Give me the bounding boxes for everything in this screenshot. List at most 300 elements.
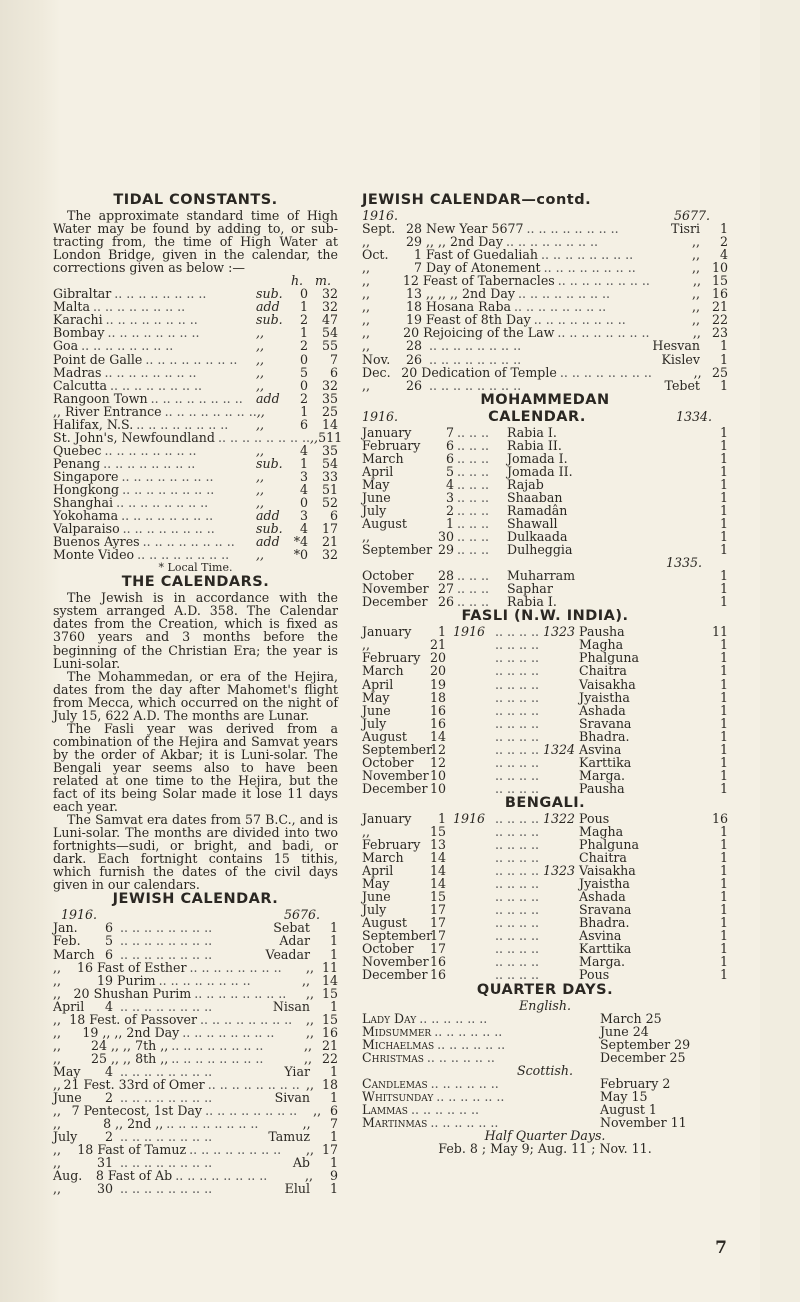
fasli-row	[362, 678, 728, 691]
jewish-event: Fast of Guedaliah	[426, 247, 539, 263]
fasli-year-local	[539, 638, 579, 651]
tidal-m: 7	[329, 351, 338, 367]
jewish-month: ,,	[362, 234, 371, 250]
jewish-row	[362, 366, 728, 379]
fasli-local-month: Pausha	[579, 624, 625, 640]
moh-day: 7	[445, 424, 454, 440]
moh-month: January	[362, 424, 412, 440]
jewish-hebrew-month: Adar	[279, 933, 310, 949]
tidal-place: Karachi	[53, 312, 103, 328]
tidal-row	[53, 444, 338, 457]
jewish-day: 2	[104, 1090, 113, 1106]
jewish-hebrew-month: ,,	[691, 299, 700, 315]
moh-month: ,,	[362, 529, 371, 545]
quarter-name: Michaelmas	[362, 1036, 435, 1052]
mohammedan-row	[362, 478, 728, 491]
fasli-month: ,,	[362, 637, 371, 653]
bengali-day: 14	[429, 850, 446, 866]
leader-dots: .. .. .. .. .. .. .. ..	[207, 1077, 300, 1092]
quarter-date: May 15	[600, 1088, 648, 1104]
mohammedan-year-right: 1334.	[675, 408, 712, 424]
leader-dots: .. .. .. .. .. .. .. ..	[171, 1050, 264, 1066]
jewish-day: 18	[77, 1142, 94, 1158]
tidal-h: 1	[299, 325, 308, 341]
fasli-day: 12	[429, 741, 446, 757]
tidal-op: sub.	[256, 312, 283, 328]
jewish-hebrew-day: 15	[321, 1011, 338, 1027]
leader-dots: .. .. .. .. .. .. .. ..	[533, 312, 626, 328]
fasli-year-local	[539, 651, 579, 664]
fasli-year-local	[539, 769, 579, 782]
jewish-day: 20	[73, 985, 90, 1001]
mohammedan-row	[362, 452, 728, 465]
calendars-p3	[53, 722, 338, 813]
tidal-h: 0	[299, 351, 308, 367]
jewish-hebrew-day: 1	[719, 351, 728, 367]
tidal-row	[53, 548, 338, 561]
tidal-op: ,,	[256, 351, 265, 367]
bengali-year-1916	[446, 968, 492, 981]
leader-dots: .. .. .. ..	[495, 967, 540, 983]
bengali-local-day: 16	[711, 810, 728, 826]
jewish-row	[53, 987, 338, 1000]
jewish-hebrew-month: Kislev	[661, 351, 700, 367]
jewish-hebrew-month: Yiar	[284, 1063, 310, 1079]
tidal-h: *0	[293, 547, 308, 563]
tidal-m: 51	[321, 481, 338, 497]
jewish-hebrew-month: Sebat	[273, 920, 310, 936]
jewish-hebrew-month: ,,	[305, 1142, 314, 1158]
jewish-hebrew-day: 1	[719, 221, 728, 237]
fasli-day: 20	[429, 663, 446, 679]
bengali-day: 15	[429, 889, 446, 905]
fasli-local-month: Karttika	[579, 754, 632, 770]
jewish-day: 7	[413, 260, 422, 276]
tidal-place: Halifax, N.S.	[53, 416, 134, 432]
jewish-hebrew-month: ,,	[305, 1024, 314, 1040]
bengali-year-1916	[446, 890, 492, 903]
jewish-day: 24	[91, 1037, 108, 1053]
leader-dots: .. .. .. .. .. .. .. ..	[557, 325, 650, 341]
leader-dots: .. .. .. .. .. .. .. ..	[137, 547, 230, 563]
jewish-day: 26	[405, 351, 422, 367]
bengali-local-month: Phalguna	[579, 837, 639, 853]
tidal-place: Rangoon Town	[53, 390, 148, 406]
bengali-year-1916	[446, 916, 492, 929]
tidal-op: ,,	[256, 495, 265, 511]
tidal-m: 52	[321, 495, 338, 511]
jewish-month: June	[53, 1090, 82, 1106]
jewish-month: ,,	[53, 1024, 62, 1040]
moh-day: 2	[445, 502, 454, 518]
jewish-title: JEWISH CALENDAR.	[112, 891, 279, 908]
leader-dots: .. .. .. ..	[495, 954, 540, 970]
tidal-m: 35	[321, 390, 338, 406]
jewish-year-right-2: 5677.	[673, 208, 710, 223]
quarter-date: August 1	[600, 1101, 657, 1117]
jewish-day: 7	[71, 1103, 80, 1119]
jewish-hebrew-month: ,,	[305, 1168, 314, 1184]
bengali-day: 17	[429, 928, 446, 944]
jewish-event: ,, ,, 2nd Day	[426, 234, 503, 250]
jewish-event: Feast of 8th Day	[426, 312, 531, 328]
leader-dots: .. .. ..	[457, 437, 490, 453]
leader-dots: .. .. .. .. .. .. .. ..	[121, 508, 214, 524]
fasli-row	[362, 651, 728, 664]
jewish-hebrew-month: ,,	[693, 364, 702, 380]
jewish-day: 18	[69, 1011, 86, 1027]
leader-dots: .. .. .. ..	[495, 915, 540, 931]
moh-hijri-month: Jomada I.	[507, 450, 568, 466]
tidal-h: 0	[299, 495, 308, 511]
leader-dots: .. .. .. .. .. .. .. ..	[120, 933, 213, 949]
leader-dots: .. .. .. .. .. .. .. ..	[514, 299, 607, 315]
fasli-year-1916	[446, 678, 492, 691]
moh-day: 6	[445, 437, 454, 453]
jewish-day: 16	[77, 959, 94, 975]
jewish-row	[362, 379, 728, 392]
bengali-title: BENGALI.	[504, 794, 586, 811]
leader-dots: .. .. .. .. .. .. .. ..	[145, 351, 238, 367]
leader-dots: .. .. .. .. .. .. .. ..	[120, 946, 213, 962]
bengali-month: November	[362, 954, 429, 970]
jewish-hebrew-month: ,,	[691, 286, 700, 302]
fasli-year-1916	[446, 704, 492, 717]
bengali-day: 16	[429, 954, 446, 970]
leader-dots: .. .. .. .. .. .. .. ..	[120, 1155, 213, 1171]
jewish-row	[362, 339, 728, 352]
jewish-year-right: 5676.	[283, 907, 320, 923]
fasli-year-local	[539, 717, 579, 730]
moh-month: May	[362, 476, 390, 492]
jewish-day: 4	[104, 1063, 113, 1079]
tidal-m: 32	[321, 547, 338, 563]
jewish-day: 25	[91, 1050, 108, 1066]
tidal-h: 0	[299, 377, 308, 393]
jewish-day: 28	[405, 221, 422, 237]
fasli-day: 18	[429, 689, 446, 705]
jewish-title-contd: JEWISH CALENDAR—contd.	[362, 192, 592, 208]
leader-dots: .. .. .. ..	[495, 876, 540, 892]
fasli-local-day: 1	[719, 702, 728, 718]
fasli-year-1916: 1916	[452, 624, 486, 640]
jewish-row	[53, 1052, 338, 1065]
jewish-day: 26	[405, 377, 422, 393]
tidal-title: TIDAL CONSTANTS.	[113, 192, 278, 208]
quarter-row	[362, 1038, 728, 1051]
fasli-year-1916	[446, 756, 492, 769]
jewish-event: Dedication of Temple	[421, 364, 557, 380]
jewish-row	[53, 974, 338, 987]
jewish-event: Pentecost, 1st Day	[83, 1103, 203, 1119]
quarter-title: QUARTER DAYS.	[476, 981, 614, 998]
fasli-year-local	[539, 730, 579, 743]
bengali-year-local: 1322	[543, 810, 576, 826]
tidal-h: 0	[299, 286, 308, 302]
bengali-day: 14	[429, 876, 446, 892]
bengali-year-local	[539, 955, 579, 968]
quarter-name: Candlemas	[362, 1075, 428, 1091]
jewish-hebrew-month: ,,	[691, 234, 700, 250]
bengali-month: ,,	[362, 823, 371, 839]
fasli-day: 19	[429, 676, 446, 692]
leader-dots: .. .. ..	[457, 476, 490, 492]
leader-dots: .. .. .. .. .. ..	[436, 1088, 505, 1104]
moh-hijri-month: Muharram	[507, 568, 576, 584]
jewish-hebrew-month: ,,	[693, 273, 702, 289]
fasli-local-day: 11	[711, 624, 728, 640]
fasli-day: 12	[429, 754, 446, 770]
moh-month: July	[362, 502, 387, 518]
fasli-month: June	[362, 702, 391, 718]
moh-day: 26	[437, 594, 454, 610]
jewish-hebrew-day: 22	[321, 1050, 338, 1066]
tidal-op: ,,	[256, 442, 265, 458]
leader-dots: .. .. .. .. .. .. .. ..	[166, 1116, 259, 1132]
leader-dots: .. .. .. ..	[495, 715, 540, 731]
fasli-row	[362, 743, 728, 756]
fasli-month: December	[362, 780, 428, 796]
calendars-p1	[53, 591, 338, 669]
moh-month: April	[362, 463, 394, 479]
quarter-name: Whitsunday	[362, 1088, 434, 1104]
moh-day: 1	[445, 515, 454, 531]
jewish-hebrew-day: 1	[329, 1155, 338, 1171]
moh-hijri-day: 1	[719, 529, 728, 545]
quarter-english: English.	[519, 997, 571, 1013]
leader-dots: .. .. .. .. .. .. .. ..	[105, 312, 198, 328]
jewish-day: 5	[104, 933, 113, 949]
fasli-day: 10	[429, 767, 446, 783]
leader-dots: .. .. .. .. .. .. .. ..	[517, 286, 611, 302]
jewish-hebrew-day: 1	[329, 946, 338, 962]
fasli-local-month: Chaitra	[579, 663, 627, 679]
fasli-local-month: Asvina	[579, 741, 622, 757]
jewish-hebrew-day: 21	[711, 299, 728, 315]
jewish-day: 19	[96, 972, 113, 988]
jewish-month: ,,	[53, 972, 62, 988]
jewish-year-left-2: 1916.	[362, 208, 399, 223]
bengali-local-month: Bhadra.	[579, 915, 630, 931]
jewish-hebrew-day: 2	[719, 234, 728, 250]
jewish-hebrew-month: ,,	[313, 1103, 322, 1119]
moh-hijri-day: 1	[719, 502, 728, 518]
fasli-local-day: 1	[719, 637, 728, 653]
leader-dots: .. .. ..	[457, 450, 490, 466]
moh-month: October	[362, 568, 414, 584]
jewish-month: Sept.	[362, 221, 396, 237]
tidal-place: Singapore	[53, 468, 119, 484]
fasli-local-day: 1	[719, 728, 728, 744]
leader-dots: .. .. .. .. .. .. .. ..	[559, 364, 652, 380]
fasli-day: 10	[429, 780, 446, 796]
tidal-m: 35	[321, 442, 338, 458]
jewish-event: ,, ,, 8th ,,	[111, 1050, 169, 1066]
jewish-event: Purim	[117, 972, 156, 988]
moh-hijri-day: 1	[719, 489, 728, 505]
jewish-event: ,, ,, 2nd Day	[102, 1024, 180, 1040]
tidal-place: Buenos Ayres	[53, 534, 140, 550]
fasli-row	[362, 717, 728, 730]
bengali-month: September	[362, 928, 433, 944]
quarter-name: Christmas	[362, 1049, 424, 1065]
bengali-year-1916	[446, 929, 492, 942]
tidal-place: Shanghai	[53, 495, 114, 511]
leader-dots: .. .. ..	[457, 515, 490, 531]
tidal-m: 54	[321, 455, 338, 471]
fasli-local-day: 1	[719, 767, 728, 783]
jewish-hebrew-month: ,,	[691, 247, 700, 263]
bengali-local-day: 1	[719, 850, 728, 866]
jewish-month: Nov.	[362, 351, 391, 367]
tidal-op: add	[256, 299, 280, 315]
leader-dots: .. .. ..	[457, 542, 490, 558]
leader-dots: .. .. .. .. .. .. .. ..	[114, 286, 207, 302]
jewish-hebrew-day: 22	[711, 312, 728, 328]
fasli-local-month: Sravana	[579, 715, 632, 731]
tidal-h: 4	[299, 442, 308, 458]
tidal-h: 3	[299, 468, 308, 484]
jewish-hebrew-day: 14	[321, 972, 338, 988]
bengali-month: March	[362, 850, 404, 866]
jewish-month: ,,	[53, 1116, 62, 1132]
leader-dots: .. .. .. ..	[495, 741, 540, 757]
jewish-hebrew-month: ,,	[305, 1077, 314, 1092]
moh-hijri-month: Dulkaada	[507, 529, 568, 545]
mohammedan-row	[362, 426, 728, 439]
moh-day: 4	[445, 476, 454, 492]
jewish-month: ,,	[362, 312, 371, 328]
moh-hijri-month: Jomada II.	[507, 463, 573, 479]
moh-hijri-day: 1	[719, 424, 728, 440]
quarter-row	[362, 1012, 728, 1025]
moh-month: August	[362, 515, 407, 531]
leader-dots: .. .. .. .. .. .. .. ..	[121, 468, 214, 484]
tidal-h: 5	[299, 364, 308, 380]
tidal-m: 6	[329, 508, 338, 524]
quarter-english-table	[362, 1012, 728, 1064]
tidal-footnote: * Local Time.	[158, 561, 233, 575]
jewish-month: Oct.	[362, 247, 389, 263]
fasli-row	[362, 756, 728, 769]
jewish-day: 19	[82, 1024, 99, 1040]
tidal-place: Point de Galle	[53, 351, 143, 367]
tidal-m: 25	[321, 403, 338, 419]
jewish-day: 19	[405, 312, 422, 328]
calendars-p3-text: The Fasli year was derived from a combination of the Hejira and Samvat years by the order of Akbar; it is Luni-solar. The Bengali year seems also to have been related at one time to the Hejira, but the fact of its being Solar made it lose 11 days each year.	[53, 720, 338, 815]
tidal-op: ,,	[256, 481, 265, 497]
fasli-month: October	[362, 754, 414, 770]
tidal-place: Calcutta	[53, 377, 107, 393]
bengali-local-day: 1	[719, 837, 728, 853]
bengali-month: August	[362, 915, 407, 931]
tidal-intro: The approximate standard time of High Water may be found by adding to, or sub-tracting from, the time of High Water at London Bridge, given in the calendar, the corrections given as below :—	[53, 208, 338, 276]
jewish-event: Feast of Tabernacles	[422, 273, 555, 289]
jewish-month: Aug.	[53, 1168, 83, 1184]
jewish-hebrew-month: ,,	[692, 325, 701, 341]
fasli-day: 20	[429, 650, 446, 666]
jewish-hebrew-day: 1	[329, 1090, 338, 1106]
jewish-month: ,,	[53, 1077, 62, 1092]
jewish-month: ,,	[53, 985, 62, 1001]
quarter-name: Lammas	[362, 1101, 408, 1117]
bengali-local-month: Chaitra	[579, 850, 627, 866]
leader-dots: .. .. .. .. .. .. .. ..	[189, 959, 282, 975]
moh-month: September	[362, 542, 433, 558]
quarter-name: Martinmas	[362, 1114, 428, 1130]
bengali-year-local	[539, 929, 579, 942]
jewish-hebrew-month: ,,	[305, 959, 314, 975]
fasli-local-day: 1	[719, 754, 728, 770]
leader-dots: .. .. ..	[457, 502, 490, 518]
jewish-month: ,,	[362, 286, 371, 302]
tidal-m: 32	[321, 286, 338, 302]
fasli-year-1916	[446, 782, 492, 795]
moh-month: June	[362, 489, 391, 505]
leader-dots: .. .. .. ..	[495, 767, 540, 783]
fasli-month: January	[362, 624, 412, 640]
fasli-month: February	[362, 650, 421, 666]
bengali-year-local	[539, 942, 579, 955]
jewish-hebrew-day: 15	[711, 273, 729, 289]
bengali-year-1916: 1916	[452, 810, 486, 826]
bengali-year-local	[539, 838, 579, 851]
fasli-year-local	[539, 678, 579, 691]
tidal-row	[53, 405, 338, 418]
jewish-event: Hosana Raba	[426, 299, 512, 315]
quarter-date: March 25	[600, 1010, 662, 1026]
moh-day: 29	[437, 542, 454, 558]
leader-dots: .. .. .. .. .. .. .. ..	[120, 1129, 213, 1145]
leader-dots: .. .. .. .. .. .. .. ..	[429, 338, 522, 354]
jewish-row	[53, 961, 338, 974]
tidal-row	[53, 392, 338, 405]
tidal-m: 54	[321, 325, 338, 341]
moh-hijri-month: Rabia I.	[507, 594, 557, 610]
fasli-row	[362, 769, 728, 782]
bengali-month: July	[362, 902, 387, 918]
quarter-row	[362, 1077, 728, 1090]
fasli-year-local	[539, 691, 579, 704]
bengali-local-day: 1	[719, 941, 728, 957]
tidal-h: 6	[299, 416, 308, 432]
jewish-day: 6	[104, 920, 113, 936]
fasli-local-month: Pausha	[579, 780, 625, 796]
tidal-place: Bombay	[53, 325, 105, 341]
jewish-event: New Year 5677	[426, 221, 524, 237]
leader-dots: .. .. .. .. .. .. .. ..	[120, 1063, 213, 1079]
leader-dots: .. .. .. .. .. .. .. ..	[205, 1103, 298, 1119]
half-quarter-title: Half Quarter Days.	[484, 1128, 606, 1143]
calendars-p1-text: The Jewish is in accordance with the system arranged A.D. 358. The Calendar dates from the Creation, which is fixed as 3760 years and 3 months before the beginning of the Christian Era; the year is Luni-solar.	[53, 590, 338, 671]
jewish-day: 28	[405, 338, 422, 354]
half-quarter-text: Feb. 8 ; May 9; Aug. 11 ; Nov. 11.	[438, 1141, 652, 1157]
fasli-local-month: Phalguna	[579, 650, 639, 666]
jewish-month: April	[53, 998, 85, 1014]
tidal-h: 1	[299, 455, 308, 471]
tidal-h: 2	[299, 390, 308, 406]
leader-dots: .. .. .. ..	[495, 902, 540, 918]
tidal-place: Gibraltar	[53, 286, 112, 302]
leader-dots: .. .. .. .. .. ..	[437, 1036, 506, 1052]
tidal-op: add	[256, 534, 280, 550]
moh-day: 6	[445, 450, 454, 466]
bengali-day: 1	[437, 810, 446, 826]
moh-hijri-day: 1	[719, 476, 728, 492]
moh-day: 5	[445, 463, 454, 479]
moh-hijri-day: 1	[719, 450, 728, 466]
fasli-year-1916	[446, 730, 492, 743]
